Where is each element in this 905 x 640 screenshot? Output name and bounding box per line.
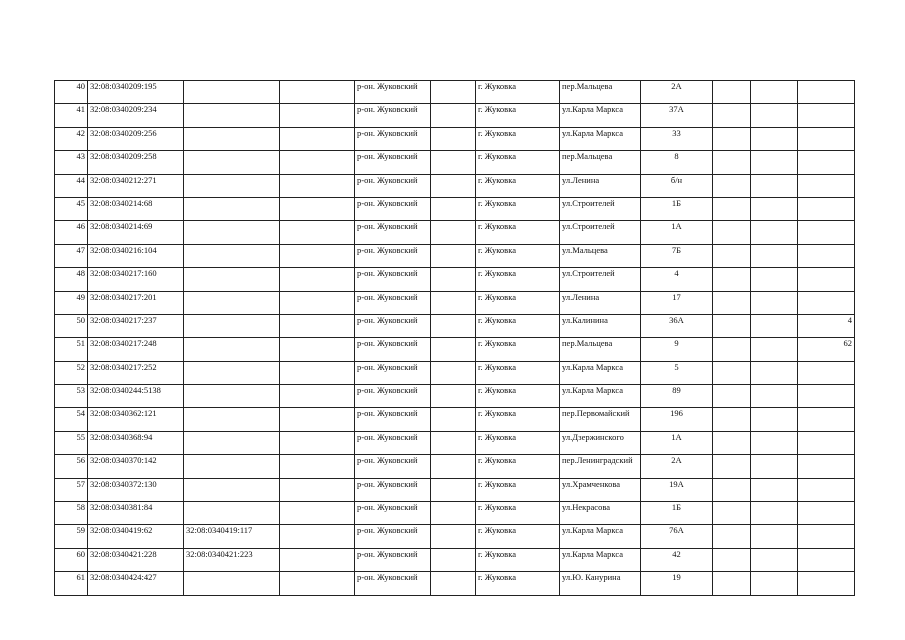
cadastral-number-cell: 32:08:0340209:258 bbox=[88, 151, 184, 174]
empty-cell bbox=[431, 502, 476, 525]
empty-cell bbox=[713, 221, 751, 244]
related-cadastral-cell bbox=[184, 408, 280, 431]
street-cell: ул.Карла Маркса bbox=[560, 361, 641, 384]
house-number-cell: 4 bbox=[641, 268, 713, 291]
table-row bbox=[55, 81, 855, 104]
extra-value-cell bbox=[798, 478, 855, 501]
district-cell: р-он. Жуковский bbox=[355, 314, 431, 337]
table-row bbox=[55, 151, 855, 174]
empty-cell bbox=[713, 338, 751, 361]
row-number-cell: 42 bbox=[55, 127, 88, 150]
city-cell: г. Жуковка bbox=[476, 502, 560, 525]
cadastral-number-cell: 32:08:0340421:228 bbox=[88, 548, 184, 571]
empty-cell bbox=[280, 361, 355, 384]
empty-cell bbox=[280, 431, 355, 454]
cadastral-number-cell: 32:08:0340362:121 bbox=[88, 408, 184, 431]
table-row bbox=[55, 221, 855, 244]
empty-cell bbox=[280, 127, 355, 150]
empty-cell bbox=[751, 361, 798, 384]
empty-cell bbox=[751, 291, 798, 314]
city-cell: г. Жуковка bbox=[476, 151, 560, 174]
empty-cell bbox=[751, 174, 798, 197]
table-row bbox=[55, 338, 855, 361]
table-row bbox=[55, 502, 855, 525]
district-cell: р-он. Жуковский bbox=[355, 548, 431, 571]
cadastral-number-cell: 32:08:0340419:62 bbox=[88, 525, 184, 548]
district-cell: р-он. Жуковский bbox=[355, 478, 431, 501]
extra-value-cell bbox=[798, 81, 855, 104]
table-row bbox=[55, 548, 855, 571]
cadastral-number-cell: 32:08:0340381:84 bbox=[88, 502, 184, 525]
street-cell: пер.Ленинградский bbox=[560, 455, 641, 478]
empty-cell bbox=[431, 572, 476, 595]
district-cell: р-он. Жуковский bbox=[355, 291, 431, 314]
district-cell: р-он. Жуковский bbox=[355, 502, 431, 525]
city-cell: г. Жуковка bbox=[476, 525, 560, 548]
row-number-cell: 46 bbox=[55, 221, 88, 244]
city-cell: г. Жуковка bbox=[476, 455, 560, 478]
district-cell: р-он. Жуковский bbox=[355, 338, 431, 361]
house-number-cell: 19А bbox=[641, 478, 713, 501]
extra-value-cell bbox=[798, 361, 855, 384]
empty-cell bbox=[280, 314, 355, 337]
related-cadastral-cell bbox=[184, 174, 280, 197]
related-cadastral-cell bbox=[184, 268, 280, 291]
house-number-cell: 17 bbox=[641, 291, 713, 314]
table-row bbox=[55, 314, 855, 337]
house-number-cell: 1Б bbox=[641, 502, 713, 525]
extra-value-cell bbox=[798, 572, 855, 595]
extra-value-cell bbox=[798, 408, 855, 431]
empty-cell bbox=[280, 174, 355, 197]
empty-cell bbox=[713, 81, 751, 104]
related-cadastral-cell bbox=[184, 104, 280, 127]
extra-value-cell: 62 bbox=[798, 338, 855, 361]
table-row bbox=[55, 408, 855, 431]
city-cell: г. Жуковка bbox=[476, 268, 560, 291]
related-cadastral-cell bbox=[184, 455, 280, 478]
empty-cell bbox=[431, 408, 476, 431]
city-cell: г. Жуковка bbox=[476, 314, 560, 337]
property-register-table bbox=[54, 80, 855, 596]
house-number-cell: 1А bbox=[641, 431, 713, 454]
empty-cell bbox=[280, 104, 355, 127]
empty-cell bbox=[713, 244, 751, 267]
house-number-cell: 2А bbox=[641, 455, 713, 478]
empty-cell bbox=[431, 197, 476, 220]
empty-cell bbox=[280, 548, 355, 571]
empty-cell bbox=[713, 502, 751, 525]
city-cell: г. Жуковка bbox=[476, 174, 560, 197]
empty-cell bbox=[713, 361, 751, 384]
empty-cell bbox=[431, 221, 476, 244]
row-number-cell: 51 bbox=[55, 338, 88, 361]
extra-value-cell bbox=[798, 197, 855, 220]
street-cell: ул.Калинина bbox=[560, 314, 641, 337]
street-cell: ул.Карла Маркса bbox=[560, 104, 641, 127]
empty-cell bbox=[431, 478, 476, 501]
street-cell: пер.Мальцева bbox=[560, 338, 641, 361]
row-number-cell: 44 bbox=[55, 174, 88, 197]
related-cadastral-cell bbox=[184, 221, 280, 244]
empty-cell bbox=[431, 174, 476, 197]
related-cadastral-cell bbox=[184, 244, 280, 267]
cadastral-number-cell: 32:08:0340372:130 bbox=[88, 478, 184, 501]
empty-cell bbox=[751, 104, 798, 127]
street-cell: ул.Дзержинского bbox=[560, 431, 641, 454]
city-cell: г. Жуковка bbox=[476, 572, 560, 595]
empty-cell bbox=[751, 408, 798, 431]
district-cell: р-он. Жуковский bbox=[355, 385, 431, 408]
empty-cell bbox=[713, 548, 751, 571]
empty-cell bbox=[751, 478, 798, 501]
house-number-cell: 19 bbox=[641, 572, 713, 595]
row-number-cell: 52 bbox=[55, 361, 88, 384]
city-cell: г. Жуковка bbox=[476, 197, 560, 220]
extra-value-cell bbox=[798, 548, 855, 571]
empty-cell bbox=[431, 455, 476, 478]
row-number-cell: 41 bbox=[55, 104, 88, 127]
empty-cell bbox=[751, 525, 798, 548]
district-cell: р-он. Жуковский bbox=[355, 408, 431, 431]
empty-cell bbox=[713, 268, 751, 291]
empty-cell bbox=[713, 572, 751, 595]
empty-cell bbox=[431, 81, 476, 104]
row-number-cell: 43 bbox=[55, 151, 88, 174]
empty-cell bbox=[713, 408, 751, 431]
district-cell: р-он. Жуковский bbox=[355, 174, 431, 197]
empty-cell bbox=[431, 268, 476, 291]
cadastral-number-cell: 32:08:0340370:142 bbox=[88, 455, 184, 478]
row-number-cell: 58 bbox=[55, 502, 88, 525]
empty-cell bbox=[751, 81, 798, 104]
extra-value-cell bbox=[798, 455, 855, 478]
house-number-cell: 89 bbox=[641, 385, 713, 408]
extra-value-cell bbox=[798, 385, 855, 408]
extra-value-cell bbox=[798, 104, 855, 127]
cadastral-number-cell: 32:08:0340209:234 bbox=[88, 104, 184, 127]
empty-cell bbox=[713, 314, 751, 337]
district-cell: р-он. Жуковский bbox=[355, 361, 431, 384]
empty-cell bbox=[431, 127, 476, 150]
street-cell: ул.Карла Маркса bbox=[560, 385, 641, 408]
empty-cell bbox=[751, 314, 798, 337]
empty-cell bbox=[713, 455, 751, 478]
extra-value-cell bbox=[798, 291, 855, 314]
related-cadastral-cell bbox=[184, 151, 280, 174]
cadastral-number-cell: 32:08:0340217:201 bbox=[88, 291, 184, 314]
related-cadastral-cell bbox=[184, 431, 280, 454]
district-cell: р-он. Жуковский bbox=[355, 151, 431, 174]
related-cadastral-cell: 32:08:0340421:223 bbox=[184, 548, 280, 571]
empty-cell bbox=[713, 385, 751, 408]
cadastral-number-cell: 32:08:0340214:68 bbox=[88, 197, 184, 220]
related-cadastral-cell bbox=[184, 291, 280, 314]
empty-cell bbox=[713, 478, 751, 501]
district-cell: р-он. Жуковский bbox=[355, 221, 431, 244]
house-number-cell: б/н bbox=[641, 174, 713, 197]
district-cell: р-он. Жуковский bbox=[355, 104, 431, 127]
street-cell: ул.Строителей bbox=[560, 221, 641, 244]
extra-value-cell bbox=[798, 127, 855, 150]
row-number-cell: 47 bbox=[55, 244, 88, 267]
empty-cell bbox=[713, 151, 751, 174]
table-row bbox=[55, 268, 855, 291]
street-cell: ул.Ю. Канурина bbox=[560, 572, 641, 595]
related-cadastral-cell: 32:08:0340419:117 bbox=[184, 525, 280, 548]
related-cadastral-cell bbox=[184, 127, 280, 150]
cadastral-number-cell: 32:08:0340214:69 bbox=[88, 221, 184, 244]
street-cell: ул.Храмченкова bbox=[560, 478, 641, 501]
district-cell: р-он. Жуковский bbox=[355, 244, 431, 267]
cadastral-number-cell: 32:08:0340244:5138 bbox=[88, 385, 184, 408]
district-cell: р-он. Жуковский bbox=[355, 81, 431, 104]
street-cell: ул.Карла Маркса bbox=[560, 525, 641, 548]
street-cell: пер.Первомайский bbox=[560, 408, 641, 431]
house-number-cell: 1А bbox=[641, 221, 713, 244]
city-cell: г. Жуковка bbox=[476, 338, 560, 361]
city-cell: г. Жуковка bbox=[476, 244, 560, 267]
empty-cell bbox=[751, 431, 798, 454]
house-number-cell: 196 bbox=[641, 408, 713, 431]
table-row bbox=[55, 572, 855, 595]
empty-cell bbox=[431, 361, 476, 384]
empty-cell bbox=[431, 525, 476, 548]
empty-cell bbox=[280, 572, 355, 595]
city-cell: г. Жуковка bbox=[476, 361, 560, 384]
cadastral-number-cell: 32:08:0340216:104 bbox=[88, 244, 184, 267]
table-row bbox=[55, 525, 855, 548]
district-cell: р-он. Жуковский bbox=[355, 197, 431, 220]
cadastral-number-cell: 32:08:0340212:271 bbox=[88, 174, 184, 197]
empty-cell bbox=[431, 104, 476, 127]
empty-cell bbox=[280, 291, 355, 314]
street-cell: ул.Ленина bbox=[560, 291, 641, 314]
house-number-cell: 36А bbox=[641, 314, 713, 337]
row-number-cell: 54 bbox=[55, 408, 88, 431]
extra-value-cell bbox=[798, 221, 855, 244]
table-row bbox=[55, 385, 855, 408]
row-number-cell: 56 bbox=[55, 455, 88, 478]
street-cell: ул.Мальцева bbox=[560, 244, 641, 267]
row-number-cell: 59 bbox=[55, 525, 88, 548]
table-row bbox=[55, 431, 855, 454]
house-number-cell: 7Б bbox=[641, 244, 713, 267]
empty-cell bbox=[431, 385, 476, 408]
city-cell: г. Жуковка bbox=[476, 408, 560, 431]
empty-cell bbox=[713, 127, 751, 150]
cadastral-number-cell: 32:08:0340217:248 bbox=[88, 338, 184, 361]
extra-value-cell bbox=[798, 244, 855, 267]
city-cell: г. Жуковка bbox=[476, 478, 560, 501]
row-number-cell: 53 bbox=[55, 385, 88, 408]
empty-cell bbox=[431, 548, 476, 571]
empty-cell bbox=[751, 268, 798, 291]
row-number-cell: 49 bbox=[55, 291, 88, 314]
related-cadastral-cell bbox=[184, 361, 280, 384]
street-cell: ул.Карла Маркса bbox=[560, 548, 641, 571]
street-cell: пер.Мальцева bbox=[560, 151, 641, 174]
extra-value-cell bbox=[798, 525, 855, 548]
row-number-cell: 60 bbox=[55, 548, 88, 571]
empty-cell bbox=[751, 572, 798, 595]
city-cell: г. Жуковка bbox=[476, 221, 560, 244]
city-cell: г. Жуковка bbox=[476, 81, 560, 104]
row-number-cell: 50 bbox=[55, 314, 88, 337]
empty-cell bbox=[280, 478, 355, 501]
house-number-cell: 37А bbox=[641, 104, 713, 127]
extra-value-cell bbox=[798, 268, 855, 291]
empty-cell bbox=[431, 151, 476, 174]
empty-cell bbox=[713, 291, 751, 314]
empty-cell bbox=[713, 197, 751, 220]
empty-cell bbox=[431, 314, 476, 337]
cadastral-number-cell: 32:08:0340209:256 bbox=[88, 127, 184, 150]
house-number-cell: 76А bbox=[641, 525, 713, 548]
empty-cell bbox=[713, 174, 751, 197]
cadastral-number-cell: 32:08:0340368:94 bbox=[88, 431, 184, 454]
house-number-cell: 9 bbox=[641, 338, 713, 361]
empty-cell bbox=[751, 221, 798, 244]
street-cell: пер.Мальцева bbox=[560, 81, 641, 104]
extra-value-cell: 4 bbox=[798, 314, 855, 337]
row-number-cell: 48 bbox=[55, 268, 88, 291]
empty-cell bbox=[431, 244, 476, 267]
district-cell: р-он. Жуковский bbox=[355, 455, 431, 478]
cadastral-number-cell: 32:08:0340424:427 bbox=[88, 572, 184, 595]
district-cell: р-он. Жуковский bbox=[355, 268, 431, 291]
city-cell: г. Жуковка bbox=[476, 127, 560, 150]
street-cell: ул.Некрасова bbox=[560, 502, 641, 525]
extra-value-cell bbox=[798, 174, 855, 197]
row-number-cell: 57 bbox=[55, 478, 88, 501]
table-row bbox=[55, 455, 855, 478]
row-number-cell: 40 bbox=[55, 81, 88, 104]
cadastral-number-cell: 32:08:0340217:252 bbox=[88, 361, 184, 384]
district-cell: р-он. Жуковский bbox=[355, 127, 431, 150]
table-row bbox=[55, 104, 855, 127]
related-cadastral-cell bbox=[184, 314, 280, 337]
city-cell: г. Жуковка bbox=[476, 291, 560, 314]
street-cell: ул.Строителей bbox=[560, 268, 641, 291]
extra-value-cell bbox=[798, 151, 855, 174]
street-cell: ул.Карла Маркса bbox=[560, 127, 641, 150]
empty-cell bbox=[431, 291, 476, 314]
house-number-cell: 1Б bbox=[641, 197, 713, 220]
city-cell: г. Жуковка bbox=[476, 548, 560, 571]
empty-cell bbox=[751, 127, 798, 150]
cadastral-number-cell: 32:08:0340209:195 bbox=[88, 81, 184, 104]
empty-cell bbox=[751, 244, 798, 267]
empty-cell bbox=[280, 338, 355, 361]
row-number-cell: 55 bbox=[55, 431, 88, 454]
table-row bbox=[55, 361, 855, 384]
house-number-cell: 8 bbox=[641, 151, 713, 174]
related-cadastral-cell bbox=[184, 197, 280, 220]
empty-cell bbox=[713, 431, 751, 454]
related-cadastral-cell bbox=[184, 385, 280, 408]
cadastral-number-cell: 32:08:0340217:237 bbox=[88, 314, 184, 337]
cadastral-number-cell: 32:08:0340217:160 bbox=[88, 268, 184, 291]
district-cell: р-он. Жуковский bbox=[355, 431, 431, 454]
empty-cell bbox=[751, 197, 798, 220]
empty-cell bbox=[280, 81, 355, 104]
empty-cell bbox=[280, 244, 355, 267]
related-cadastral-cell bbox=[184, 81, 280, 104]
empty-cell bbox=[280, 197, 355, 220]
street-cell: ул.Ленина bbox=[560, 174, 641, 197]
empty-cell bbox=[751, 338, 798, 361]
empty-cell bbox=[280, 502, 355, 525]
house-number-cell: 2А bbox=[641, 81, 713, 104]
house-number-cell: 42 bbox=[641, 548, 713, 571]
empty-cell bbox=[280, 221, 355, 244]
empty-cell bbox=[280, 525, 355, 548]
extra-value-cell bbox=[798, 502, 855, 525]
empty-cell bbox=[280, 151, 355, 174]
table-row bbox=[55, 127, 855, 150]
city-cell: г. Жуковка bbox=[476, 104, 560, 127]
extra-value-cell bbox=[798, 431, 855, 454]
empty-cell bbox=[431, 338, 476, 361]
related-cadastral-cell bbox=[184, 502, 280, 525]
empty-cell bbox=[280, 408, 355, 431]
related-cadastral-cell bbox=[184, 478, 280, 501]
empty-cell bbox=[751, 548, 798, 571]
city-cell: г. Жуковка bbox=[476, 431, 560, 454]
row-number-cell: 45 bbox=[55, 197, 88, 220]
empty-cell bbox=[751, 385, 798, 408]
table-row bbox=[55, 174, 855, 197]
house-number-cell: 5 bbox=[641, 361, 713, 384]
district-cell: р-он. Жуковский bbox=[355, 572, 431, 595]
empty-cell bbox=[280, 268, 355, 291]
city-cell: г. Жуковка bbox=[476, 385, 560, 408]
table-row bbox=[55, 197, 855, 220]
empty-cell bbox=[280, 385, 355, 408]
street-cell: ул.Строителей bbox=[560, 197, 641, 220]
empty-cell bbox=[751, 151, 798, 174]
related-cadastral-cell bbox=[184, 572, 280, 595]
table-row bbox=[55, 291, 855, 314]
table-body bbox=[55, 81, 855, 596]
table-row bbox=[55, 244, 855, 267]
row-number-cell: 61 bbox=[55, 572, 88, 595]
empty-cell bbox=[713, 104, 751, 127]
district-cell: р-он. Жуковский bbox=[355, 525, 431, 548]
empty-cell bbox=[431, 431, 476, 454]
empty-cell bbox=[713, 525, 751, 548]
empty-cell bbox=[751, 502, 798, 525]
house-number-cell: 33 bbox=[641, 127, 713, 150]
table-row bbox=[55, 478, 855, 501]
empty-cell bbox=[280, 455, 355, 478]
related-cadastral-cell bbox=[184, 338, 280, 361]
empty-cell bbox=[751, 455, 798, 478]
